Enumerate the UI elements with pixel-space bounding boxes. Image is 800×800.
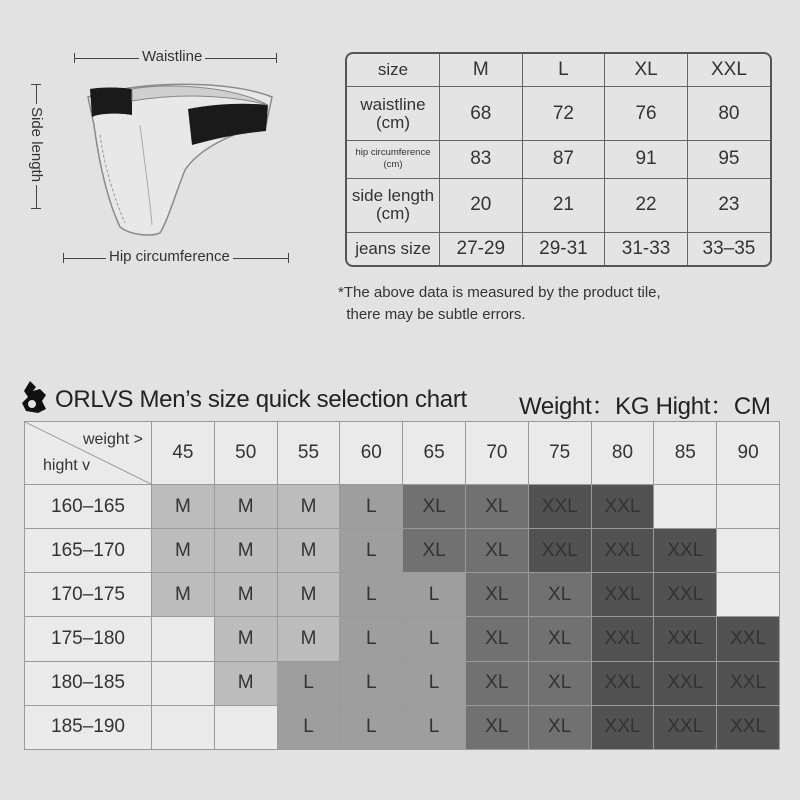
size-cell: XL (403, 529, 466, 573)
weight-header-cell: 80 (591, 422, 654, 485)
size-cell: M (214, 485, 277, 529)
hight-row (25, 573, 780, 617)
size-table-row-label: jeans size (347, 232, 440, 265)
size-cell: M (277, 485, 340, 529)
hight-range-label: 170–175 (25, 573, 152, 617)
size-cell: XL (528, 617, 591, 661)
size-cell: XL (528, 573, 591, 617)
waistline-label: Waistline (139, 48, 205, 65)
size-table-cell: 76 (605, 87, 688, 141)
size-cell: M (214, 573, 277, 617)
size-cell (152, 661, 215, 705)
size-table-cell: 87 (522, 141, 605, 179)
size-cell: XL (465, 529, 528, 573)
hip-tick-right (288, 253, 289, 263)
size-cell: L (340, 573, 403, 617)
size-table-cell: 22 (605, 178, 688, 232)
size-cell: L (340, 617, 403, 661)
size-cell: L (340, 485, 403, 529)
size-cell: XXL (591, 705, 654, 749)
size-cell: M (152, 529, 215, 573)
size-table-cell: 21 (522, 178, 605, 232)
corner-hight-label: hight v (43, 457, 91, 474)
size-table-cell: 80 (687, 87, 770, 141)
size-table-cell: 31-33 (605, 232, 688, 265)
size-cell: XL (465, 661, 528, 705)
size-cell: L (403, 705, 466, 749)
size-table-cell: 20 (440, 178, 523, 232)
weight-header-cell: 90 (717, 422, 780, 485)
size-table-row-label: size (347, 54, 440, 87)
weight-header-cell: 60 (340, 422, 403, 485)
size-cell (717, 485, 780, 529)
size-cell: XXL (717, 661, 780, 705)
hight-range-label: 160–165 (25, 485, 152, 529)
quick-selection-table (24, 421, 780, 750)
size-cell: M (214, 529, 277, 573)
size-table-cell: 29-31 (522, 232, 605, 265)
weight-header-cell: 45 (152, 422, 215, 485)
size-table-cell: 68 (440, 87, 523, 141)
size-table-row (347, 232, 770, 265)
size-cell: M (152, 485, 215, 529)
size-table-cell: 72 (522, 87, 605, 141)
quick-chart-title: ORLVS Men’s size quick selection chart (55, 386, 467, 413)
size-cell (152, 705, 215, 749)
size-table-cell: 27-29 (440, 232, 523, 265)
size-cell: XXL (654, 705, 717, 749)
quick-chart-units: Weight：KG Hight：CM (519, 393, 771, 420)
size-cell: XXL (591, 661, 654, 705)
size-cell (654, 485, 717, 529)
hight-row (25, 617, 780, 661)
size-cell: XXL (528, 529, 591, 573)
size-cell: XL (465, 573, 528, 617)
hight-range-label: 165–170 (25, 529, 152, 573)
size-cell: L (340, 529, 403, 573)
hight-row (25, 529, 780, 573)
size-cell: M (277, 529, 340, 573)
size-cell: XXL (591, 617, 654, 661)
orlvs-logo-icon (20, 379, 50, 415)
weight-header-cell: 85 (654, 422, 717, 485)
size-cell: XL (465, 705, 528, 749)
size-cell: XXL (717, 617, 780, 661)
size-table-cell: 23 (687, 178, 770, 232)
size-cell: M (277, 573, 340, 617)
size-cell: XXL (528, 485, 591, 529)
size-cell: XL (465, 617, 528, 661)
size-cell: M (214, 661, 277, 705)
size-cell: XXL (654, 529, 717, 573)
size-table-cell: XL (605, 54, 688, 87)
side-length-label: Side length (28, 104, 45, 185)
size-cell: XXL (591, 529, 654, 573)
size-cell: XXL (654, 661, 717, 705)
corner-cell (25, 422, 152, 485)
size-measurement-table (345, 52, 772, 267)
corner-weight-label: weight > (82, 431, 143, 448)
weight-header-cell: 50 (214, 422, 277, 485)
size-cell (214, 705, 277, 749)
side-tick-bottom (31, 208, 41, 209)
size-cell: XL (403, 485, 466, 529)
size-cell: L (277, 661, 340, 705)
size-table-cell: 91 (605, 141, 688, 179)
size-table-cell: 33–35 (687, 232, 770, 265)
briefs-illustration (80, 75, 280, 245)
hight-row (25, 485, 780, 529)
weight-header-cell: 70 (465, 422, 528, 485)
waistline-tick-right (276, 53, 277, 63)
size-table-row-label: hip circumference (cm) (347, 141, 440, 179)
size-cell: M (277, 617, 340, 661)
size-cell: XXL (591, 573, 654, 617)
hight-row (25, 705, 780, 749)
measurement-note: *The above data is measured by the product tile, there may be subtle errors. (338, 284, 661, 323)
hight-row (25, 661, 780, 705)
size-table-cell: M (440, 54, 523, 87)
size-cell: M (152, 573, 215, 617)
weight-header-cell: 75 (528, 422, 591, 485)
size-cell: XXL (654, 573, 717, 617)
size-table-row-label: waistline (cm) (347, 87, 440, 141)
size-cell: L (340, 705, 403, 749)
weight-header-row (25, 422, 780, 485)
size-cell (152, 617, 215, 661)
size-cell: XL (528, 705, 591, 749)
size-cell: M (214, 617, 277, 661)
size-table-row-label: side length (cm) (347, 178, 440, 232)
weight-header-cell: 55 (277, 422, 340, 485)
size-table-cell: 83 (440, 141, 523, 179)
size-cell (717, 529, 780, 573)
size-table-cell: L (522, 54, 605, 87)
hight-range-label: 175–180 (25, 617, 152, 661)
size-table-row (347, 178, 770, 232)
size-cell: L (340, 661, 403, 705)
size-cell (717, 573, 780, 617)
size-table-row (347, 141, 770, 179)
size-cell: L (403, 661, 466, 705)
size-cell: XXL (654, 617, 717, 661)
size-cell: XXL (717, 705, 780, 749)
size-cell: XXL (591, 485, 654, 529)
size-cell: L (403, 617, 466, 661)
size-table-cell: 95 (687, 141, 770, 179)
size-table-row (347, 87, 770, 141)
size-table-cell: XXL (687, 54, 770, 87)
size-cell: L (277, 705, 340, 749)
weight-header-cell: 65 (403, 422, 466, 485)
hight-range-label: 180–185 (25, 661, 152, 705)
size-cell: L (403, 573, 466, 617)
size-cell: XL (528, 661, 591, 705)
hight-range-label: 185–190 (25, 705, 152, 749)
size-table-row (347, 54, 770, 87)
size-cell: XL (465, 485, 528, 529)
hip-circumference-label: Hip circumference (106, 248, 233, 265)
